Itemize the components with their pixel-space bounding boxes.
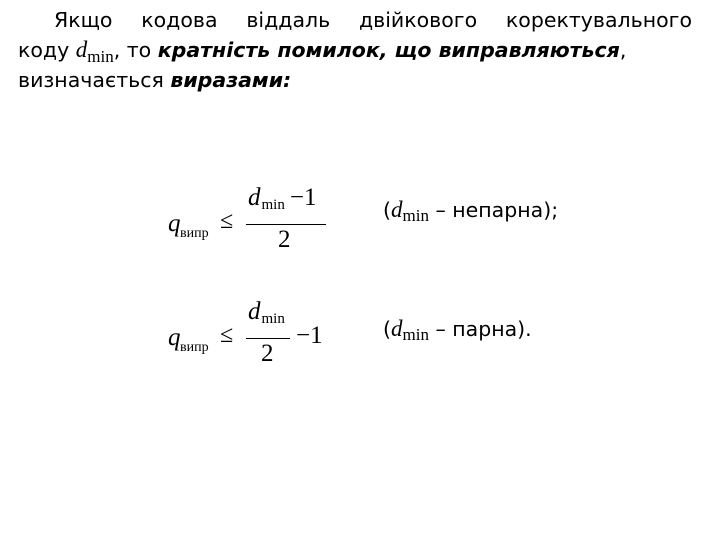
denominator: 2: [278, 226, 291, 253]
open-paren: (: [383, 198, 391, 222]
cond-min: min: [402, 325, 429, 344]
condition-even: [383, 316, 532, 342]
definition-paragraph: [18, 6, 692, 95]
q-subscript: випр: [180, 226, 209, 241]
fraction-bar: [246, 224, 326, 225]
q-symbol: q: [168, 324, 181, 351]
minus-one: −1: [296, 322, 323, 349]
condition-odd: [383, 197, 558, 223]
fraction-bar: [246, 338, 290, 339]
paragraph-line-1: Якщо кодова віддаль двійкового коректувального: [54, 8, 692, 32]
denominator: 2: [261, 340, 274, 367]
leq-sign: ≤: [220, 208, 234, 234]
cond-min: min: [402, 206, 429, 225]
q-subscript: випр: [180, 340, 209, 355]
num-d: d: [248, 184, 261, 211]
bold-term-error-multiplicity: кратність помилок, що виправляються: [157, 38, 620, 62]
paragraph-text-then: , то: [113, 38, 158, 62]
cond-text: – непарна);: [428, 198, 559, 222]
open-paren: (: [383, 317, 391, 341]
numerator: [248, 298, 285, 326]
paragraph-line-3: [18, 68, 291, 92]
num-min: min: [261, 311, 285, 327]
paragraph-line-2: [18, 37, 627, 66]
paragraph-comma: ,: [619, 38, 627, 62]
cond-text: – парна).: [428, 317, 532, 341]
num-d: d: [248, 298, 261, 325]
cond-d: d: [391, 316, 403, 341]
num-minus-one: −1: [289, 184, 317, 211]
paragraph-text-code: коду: [18, 38, 76, 62]
var-d: d: [75, 37, 88, 62]
paragraph-text-defined: визначається: [18, 68, 171, 92]
num-min: min: [261, 197, 285, 213]
cond-d: d: [391, 197, 403, 222]
q-symbol: q: [168, 210, 181, 237]
var-min-subscript: min: [87, 47, 114, 66]
bold-term-expressions: виразами:: [170, 68, 292, 92]
numerator: [248, 184, 316, 212]
leq-sign: ≤: [220, 322, 234, 348]
